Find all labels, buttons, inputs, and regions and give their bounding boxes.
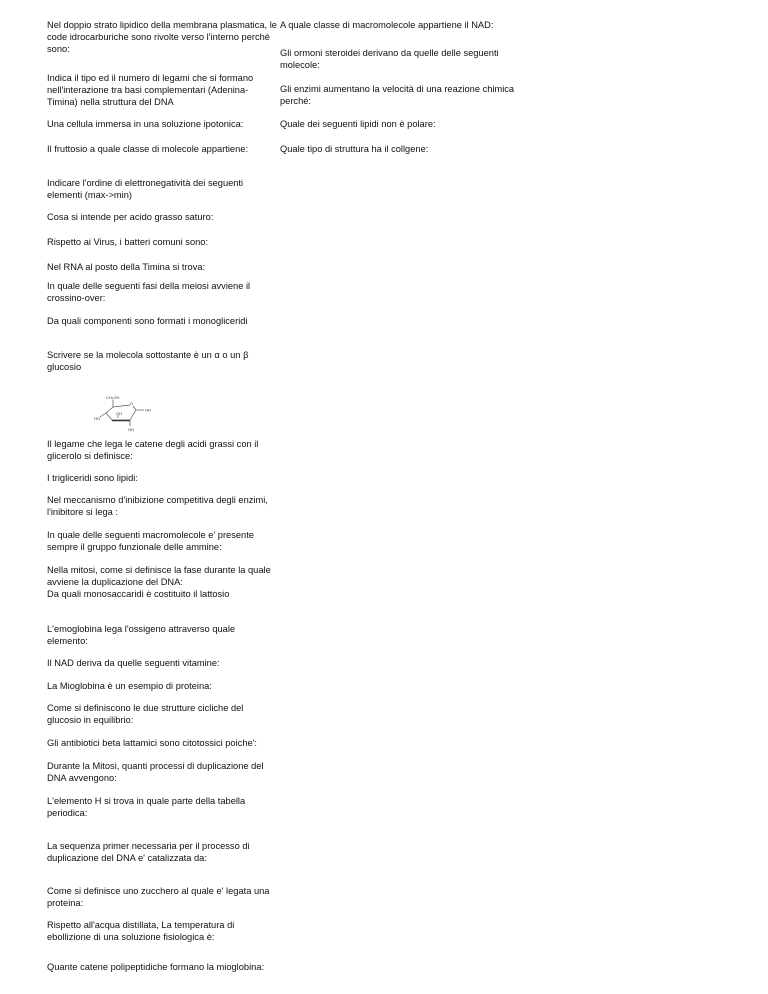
oh-bottom-label: OH xyxy=(128,427,134,432)
question-membrane-lipids: Nel doppio strato lipidico della membrana plasmatica, le code idrocarburiche sono rivolte verso l'interno perchè sono: xyxy=(47,20,277,55)
question-competitive-inhibition: Nel meccanismo d'inibizione competitiva degli enzimi, l'inibitore si lega : xyxy=(47,495,268,518)
question-nonpolar-lipid: Quale dei seguenti lipidi non è polare: xyxy=(280,119,436,129)
oh-right-label: OH xyxy=(145,407,151,413)
question-collagen-structure: Quale tipo di struttura ha il collgene: xyxy=(280,144,429,154)
question-glucose-cyclic: Come si definiscono le due strutture cicliche del glucosio in equilibrio: xyxy=(47,703,244,726)
question-beta-lactam: Gli antibiotici beta lattamici sono citotossici poiche': xyxy=(47,738,258,748)
question-ester-bond: Il legame che lega le catene degli acidi grassi con il glicerolo si definisce: xyxy=(47,439,259,462)
oh-mid-label: OH xyxy=(116,411,122,416)
ring-oxygen-label: O xyxy=(130,401,134,406)
question-amine-group: In quale delle seguenti macromolecole e' presente sempre il gruppo funzionale delle ammine: xyxy=(47,530,254,553)
question-boiling-point: Rispetto all'acqua distillata, La temperatura di ebollizione di una soluzione fisiologica è: xyxy=(47,920,235,943)
question-steroid-hormones: Gli ormoni steroidei derivano da quelle delle seguenti molecole: xyxy=(280,48,499,71)
question-hypotonic-cell: Una cellula immersa in una soluzione ipotonica: xyxy=(47,119,244,129)
question-mitosis-replication: Durante la Mitosi, quanti processi di duplicazione del DNA avvengono: xyxy=(47,761,264,784)
question-electronegativity: Indicare l'ordine di elettronegatività dei seguenti elementi (max->min) xyxy=(47,178,244,201)
question-dna-base-pairs: Indica il tipo ed il numero di legami che si formano nell'interazione tra basi complementari (Adenina-Timina) nella struttura del DNA xyxy=(47,73,254,108)
question-fructose-class: Il fruttosio a quale classe di molecole appartiene: xyxy=(47,144,249,154)
question-mitosis-dna-lactose: Nella mitosi, come si definisce la fase durante la quale avviene la duplicazione del DNA: Da quali monosaccaridi è costituito il lattosio xyxy=(47,565,271,600)
question-rna-thymine: Nel RNA al posto della Timina si trova: xyxy=(47,262,206,272)
question-alpha-beta-glucose: Scrivere se la molecola sottostante è un α o un β glucosio xyxy=(47,350,249,373)
question-myoglobin-protein: La Mioglobina è un esempio di proteina: xyxy=(47,681,212,691)
question-myoglobin-chains: Quante catene polipeptidiche formano la mioglobina: xyxy=(47,962,265,972)
question-hemoglobin-oxygen: L'emoglobina lega l'ossigeno attraverso quale elemento: xyxy=(47,624,236,647)
question-sugar-protein: Come si definisce uno zucchero al quale e' legata una proteina: xyxy=(47,886,270,909)
ch2oh-label: CH₂OH xyxy=(106,395,120,400)
question-virus-bacteria: Rispetto ai Virus, i batteri comuni sono: xyxy=(47,237,209,247)
question-hydrogen-periodic: L'elemento H si trova in quale parte della tabella periodica: xyxy=(47,796,246,819)
ho-left-label: HO xyxy=(94,416,100,421)
question-saturated-fatty-acid: Cosa si intende per acido grasso saturo: xyxy=(47,212,214,222)
question-primer-sequence: La sequenza primer necessaria per il processo di duplicazione del DNA e' catalizzata da: xyxy=(47,841,250,864)
question-nad-class: A quale classe di macromolecole appartiene il NAD: xyxy=(280,20,494,30)
question-nad-vitamins: Il NAD deriva da quelle seguenti vitamine: xyxy=(47,658,220,668)
question-monoglycerides: Da quali componenti sono formati i monogliceridi xyxy=(47,316,248,326)
question-meiosis-crossing-over: In quale delle seguenti fasi della meiosi avviene il crossino-over: xyxy=(47,281,251,304)
question-triglycerides: I trigliceridi sono lipidi: xyxy=(47,473,138,483)
glucose-structure-diagram xyxy=(88,393,168,435)
question-enzyme-speed: Gli enzimi aumentano la velocità di una reazione chimica perché: xyxy=(280,84,515,107)
